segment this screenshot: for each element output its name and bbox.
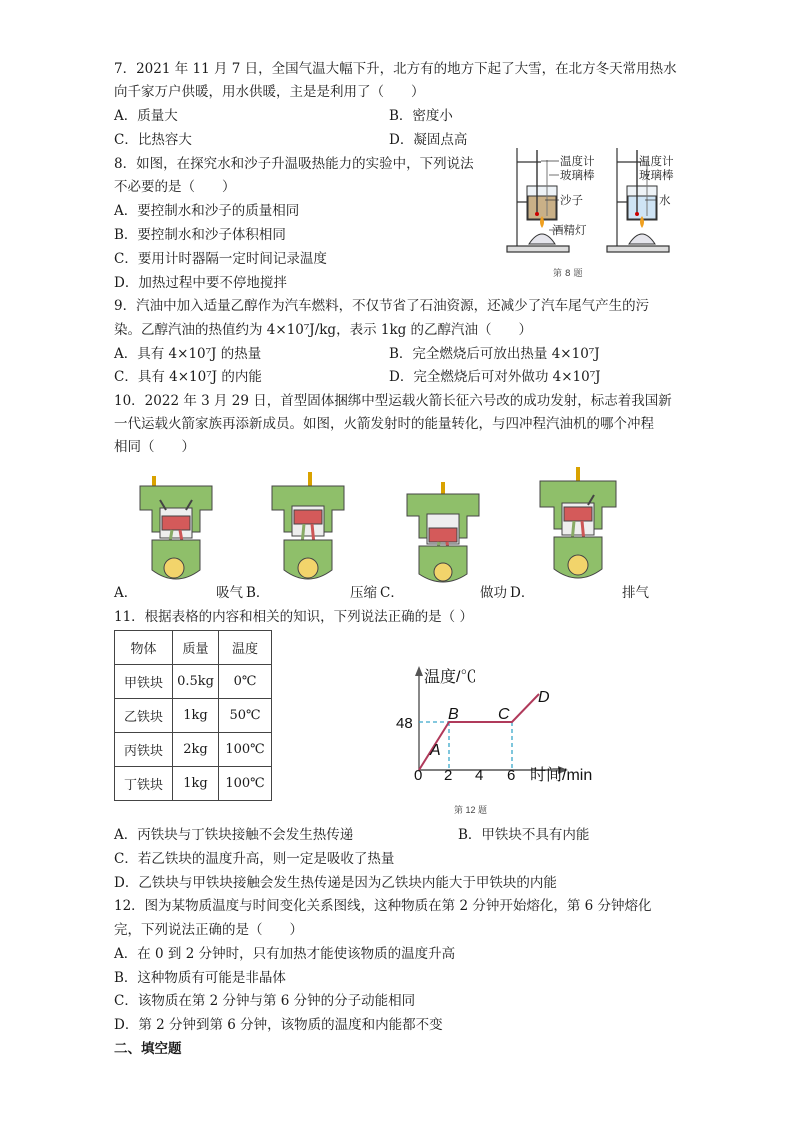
label-water: 水 <box>659 193 671 207</box>
table-cell: 1kg <box>173 699 219 733</box>
engine-diagram-power <box>405 480 481 592</box>
table-cell: 50℃ <box>219 699 272 733</box>
temperature-time-graph <box>392 662 614 817</box>
graph-x-label: 时间/min <box>530 767 593 784</box>
q10-stem-line1: 10．2022 年 3 月 29 日，首型固体捆绑中型运载火箭长征六号改的成功发射，标志着我国新 <box>114 393 672 409</box>
table-header-cell: 物体 <box>115 631 173 665</box>
graph-tick-6: 6 <box>507 767 516 784</box>
q11-option-b: B．甲铁块不具有内能 <box>458 827 590 843</box>
graph-caption: 第 12 题 <box>454 805 488 815</box>
q8-option-b: B．要控制水和沙子体积相同 <box>114 227 286 243</box>
table-cell: 100℃ <box>219 767 272 801</box>
table-cell: 丙铁块 <box>115 733 173 767</box>
q10-option-a-letter: A． <box>114 585 138 601</box>
q8-option-a: A．要控制水和沙子的质量相同 <box>114 203 300 219</box>
graph-point-d: D <box>538 689 550 706</box>
label-thermometer-right: 温度计 <box>639 154 674 168</box>
q11-option-a: A．丙铁块与丁铁块接触不会发生热传递 <box>114 827 354 843</box>
q9-option-d: D．完全燃烧后可对外做功 4×10⁷J <box>389 369 601 385</box>
engine-diagram-intake <box>138 470 214 590</box>
graph-y-label: 温度/℃ <box>424 669 477 686</box>
table-header-row <box>115 631 272 665</box>
q11-stem-line1: 11．根据表格的内容和相关的知识，下列说法正确的是（ ） <box>114 609 473 625</box>
table-row <box>115 665 272 699</box>
label-sand: 沙子 <box>560 193 583 207</box>
section-heading-fill-blank: 二、填空题 <box>114 1041 182 1057</box>
q9-option-a: A．具有 4×10⁷J 的热量 <box>114 346 262 362</box>
label-rod-left: 玻璃棒 <box>560 168 595 182</box>
q9-stem-line2: 染。乙醇汽油的热值约为 4×10⁷J/kg，表示 1kg 的乙醇汽油（ ） <box>114 322 533 338</box>
table-row <box>115 699 272 733</box>
q10-option-d-label: 排气 <box>622 585 649 601</box>
graph-tick-4: 4 <box>475 767 484 784</box>
q7-stem-line2: 向千家万户供暖，用水供暖，主是是利用了（ ） <box>114 84 425 100</box>
q11-data-table <box>114 630 272 801</box>
graph-tick-48: 48 <box>396 715 413 732</box>
q8-apparatus-figure <box>505 140 690 282</box>
table-cell: 0.5kg <box>173 665 219 699</box>
q10-option-c-letter: C． <box>380 585 404 601</box>
graph-point-c: C <box>498 706 510 723</box>
q9-option-b: B．完全燃烧后可放出热量 4×10⁷J <box>389 346 600 362</box>
q8-stem-line2: 不必要的是（ ） <box>114 179 236 195</box>
table-header-cell: 温度 <box>219 631 272 665</box>
table-cell: 0℃ <box>219 665 272 699</box>
q12-stem-line1: 12．图为某物质温度与时间变化关系图线，这种物质在第 2 分钟开始熔化，第 6 分钟熔化 <box>114 898 652 914</box>
sand-beaker <box>527 186 557 220</box>
q8-option-d: D．加热过程中要不停地搅拌 <box>114 275 287 291</box>
q10-option-c-label: 做功 <box>480 585 507 601</box>
q9-stem-line1: 9．汽油中加入适量乙醇作为汽车燃料，不仅节省了石油资源，还减少了汽车尾气产生的污 <box>114 298 650 314</box>
graph-point-b: B <box>448 706 459 723</box>
q10-option-a-label: 吸气 <box>216 585 243 601</box>
engine-diagram-compression <box>270 470 346 590</box>
q7-option-c: C．比热容大 <box>114 132 192 148</box>
q9-option-c: C．具有 4×10⁷J 的内能 <box>114 369 262 385</box>
water-beaker <box>627 186 657 220</box>
table-header-cell: 质量 <box>173 631 219 665</box>
graph-point-a: A <box>430 742 441 759</box>
q10-option-b-letter: B． <box>246 585 270 601</box>
q8-option-c: C．要用计时器隔一定时间记录温度 <box>114 251 327 267</box>
q12-option-b: B．这种物质有可能是非晶体 <box>114 970 286 986</box>
q8-stem-line1: 8．如图，在探究水和沙子升温吸热能力的实验中，下列说法 <box>114 156 474 172</box>
q10-stem-line3: 相同（ ） <box>114 439 195 455</box>
q7-option-d: D．凝固点高 <box>389 132 468 148</box>
label-rod-right: 玻璃棒 <box>639 168 674 182</box>
table-cell: 2kg <box>173 733 219 767</box>
table-cell: 乙铁块 <box>115 699 173 733</box>
q12-stem-line2: 完，下列说法正确的是（ ） <box>114 922 303 938</box>
y-axis-arrow-icon <box>415 666 423 676</box>
q11-option-d: D．乙铁块与甲铁块接触会发生热传递是因为乙铁块内能大于甲铁块的内能 <box>114 875 557 891</box>
graph-tick-2: 2 <box>444 767 453 784</box>
engine-diagram-exhaust <box>538 465 618 590</box>
table-cell: 100℃ <box>219 733 272 767</box>
q7-option-a: A．质量大 <box>114 108 178 124</box>
table-cell: 1kg <box>173 767 219 801</box>
table-cell: 丁铁块 <box>115 767 173 801</box>
q10-option-d-letter: D． <box>510 585 535 601</box>
q7-stem-line1: 7．2021 年 11 月 7 日，全国气温大幅下升，北方有的地方下起了大雪，在北方冬天常用热水 <box>114 61 677 77</box>
q10-stem-line2: 一代运载火箭家族再添新成员。如图，火箭发射时的能量转化，与四冲程汽油机的哪个冲程 <box>114 416 654 432</box>
graph-tick-0: 0 <box>414 767 423 784</box>
q12-option-c: C．该物质在第 2 分钟与第 6 分钟的分子动能相同 <box>114 993 416 1009</box>
q12-option-a: A．在 0 到 2 分钟时，只有加热才能使该物质的温度升高 <box>114 946 456 962</box>
table-cell: 甲铁块 <box>115 665 173 699</box>
table-row <box>115 767 272 801</box>
table-row <box>115 733 272 767</box>
label-thermometer-left: 温度计 <box>560 154 595 168</box>
q12-option-d: D．第 2 分钟到第 6 分钟，该物质的温度和内能都不变 <box>114 1017 443 1033</box>
q8-figure-caption: 第 8 题 <box>553 269 583 279</box>
q11-option-c: C．若乙铁块的温度升高，则一定是吸收了热量 <box>114 851 395 867</box>
q10-option-b-label: 压缩 <box>350 585 377 601</box>
label-lamp: 酒精灯 <box>552 223 587 237</box>
q7-option-b: B．密度小 <box>389 108 453 124</box>
